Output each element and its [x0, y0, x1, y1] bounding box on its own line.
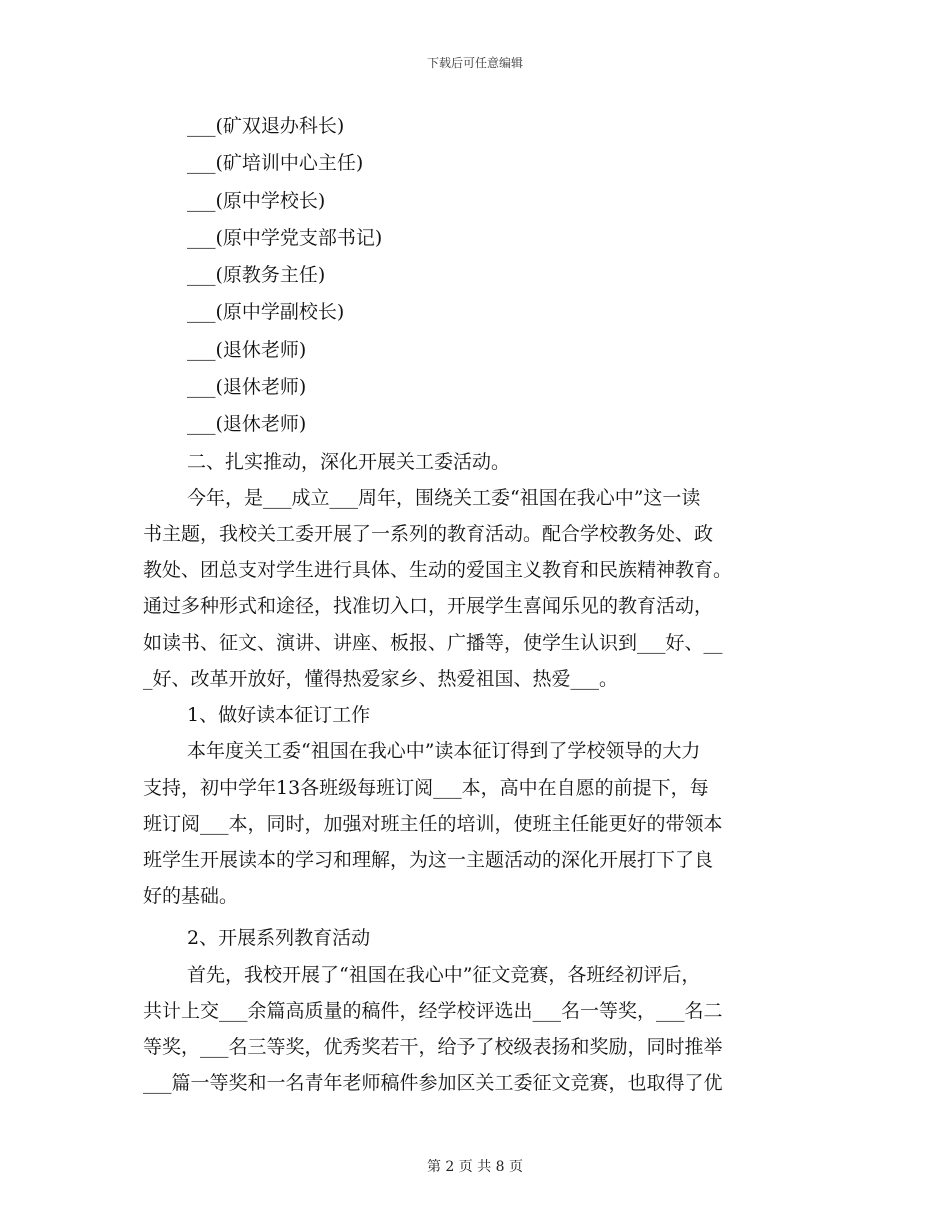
list-item: ___(原中学校长): [187, 189, 326, 212]
paragraph-line: 教处、团总支对学生进行具体、生动的爱国主义教育和民族精神教育。: [143, 559, 733, 582]
paragraph-line: 如读书、征文、演讲、讲座、板报、广播等，使学生认识到___好、__: [143, 631, 723, 654]
page-footer: 第 2 页 共 8 页: [426, 1159, 524, 1175]
paragraph-line: _好、改革开放好，懂得热爱家乡、热爱祖国、热爱___。: [143, 667, 619, 690]
paragraph-line: 今年，是___成立___周年，围绕关工委“祖国在我心中”这一读: [187, 486, 701, 509]
list-item: ___(原教务主任): [187, 264, 326, 287]
paragraph: [143, 480, 805, 697]
list-item: ___(原中学副校长): [187, 301, 345, 324]
paragraph-line: 班学生开展读本的学习和理解，为这一主题活动的深化开展打下了良: [143, 848, 714, 871]
paragraph-line: 班订阅___本，同时，加强对班主任的培训，使班主任能更好的带领本: [143, 812, 723, 835]
page-header: 下载后可任意编辑: [426, 56, 523, 70]
paragraph-line: 共计上交___余篇高质量的稿件，经学校评选出___名一等奖，___名二: [143, 999, 723, 1022]
list-item: ___(原中学党支部书记): [187, 226, 383, 249]
paragraph-line: 书主题，我校关工委开展了一系列的教育活动。配合学校教务处、政: [143, 523, 714, 546]
list-item: ___(退休老师): [187, 376, 307, 399]
paragraph-line: 通过多种形式和途径，找准切入口，开展学生喜闻乐见的教育活动，: [143, 595, 714, 618]
list-item: ___(矿双退办科长): [187, 115, 345, 137]
list-item: ___(退休老师): [187, 413, 307, 436]
paragraph-line: ___篇一等奖和一名青年老师稿件参加区关工委征文竞赛，也取得了优: [143, 1072, 723, 1095]
paragraph-line: 等奖，___名三等奖，优秀奖若干，给予了校级表扬和奖励，同时推举: [143, 1035, 723, 1058]
subsection-heading: 2、开展系列教育活动: [187, 927, 371, 950]
paragraph-line: 首先，我校开展了“祖国在我心中”征文竞赛，各班经初评后，: [187, 963, 701, 986]
list-item: ___(退休老师): [187, 338, 307, 361]
paragraph-line: 好的基础。: [143, 885, 239, 908]
paragraph: [143, 957, 805, 1102]
list-item: ___(矿培训中心主任): [187, 152, 364, 175]
paragraph-line: 支持，初中学年13各班级每班订阅___本，高中在自愿的前提下，每: [143, 776, 709, 799]
subsection-heading: 1、做好读本征订工作: [187, 704, 371, 727]
section-heading: 二、扎实推动，深化开展关工委活动。: [187, 450, 511, 473]
paragraph-line: 本年度关工委“祖国在我心中”读本征订得到了学校领导的大力: [187, 740, 701, 763]
document-body: [143, 108, 805, 1101]
paragraph: [143, 733, 805, 914]
member-list: [143, 108, 805, 444]
